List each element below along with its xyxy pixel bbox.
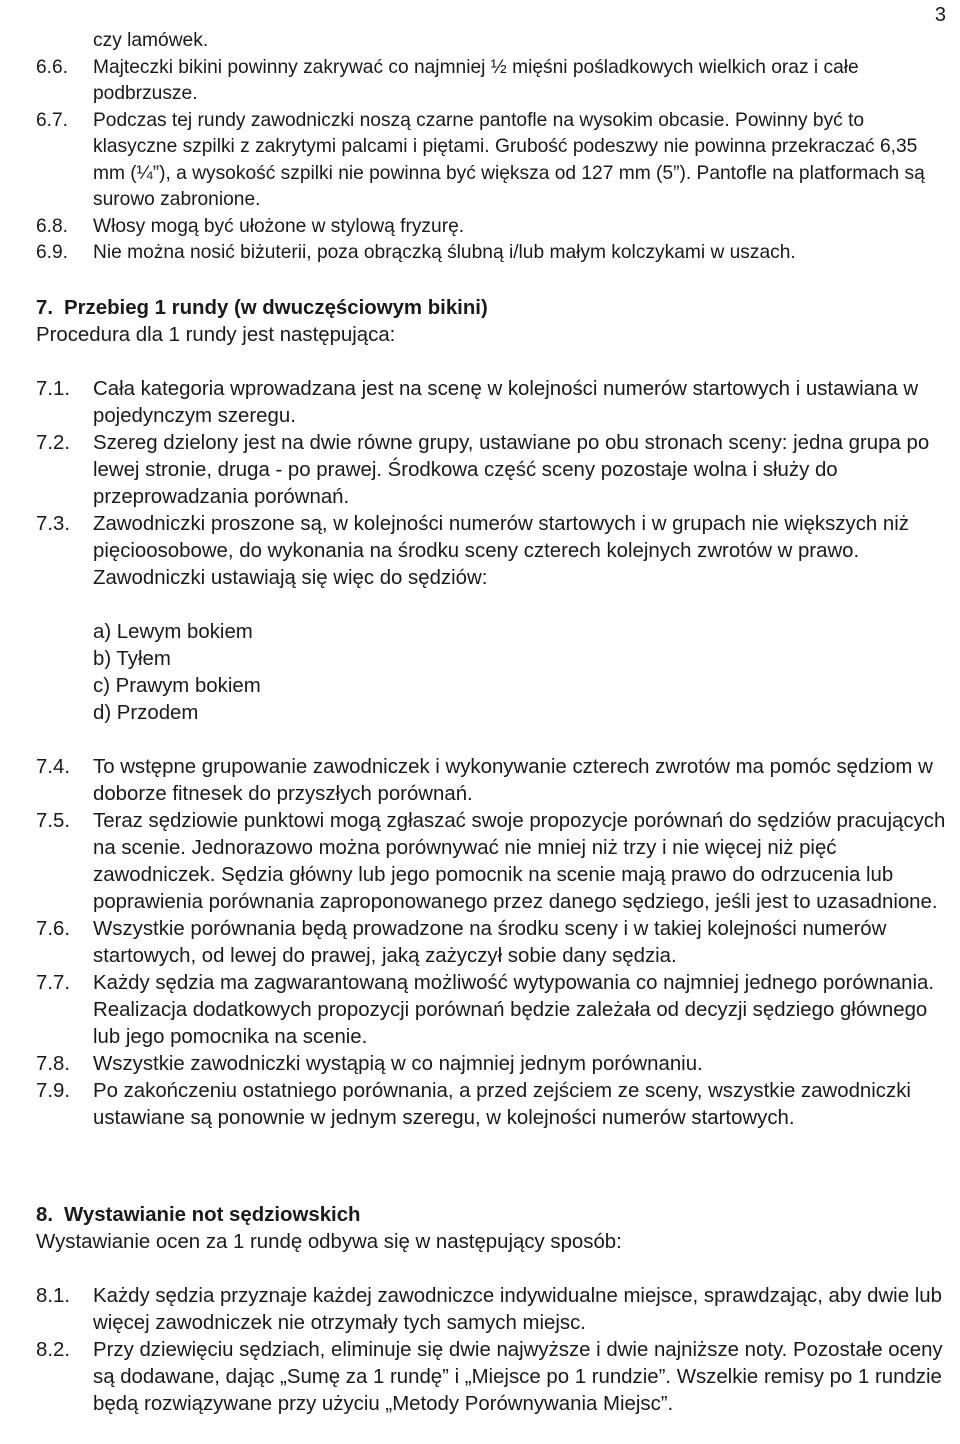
item-number: 6.7.	[36, 109, 69, 131]
item-text: Majteczki bikini powinny zakrywać co najmniej ½ mięśni pośladkowych wielkich oraz i całe podbrzusze.	[93, 56, 859, 104]
item-number: 6.9.	[36, 242, 69, 263]
item-text: Włosy mogą być ułożone w stylową fryzurę.	[93, 215, 465, 237]
list-item	[36, 916, 952, 970]
item-text: Cała kategoria wprowadzana jest na scenę w kolejności numerów startowych i ustawiana w pojedynczym szeregu.	[93, 378, 919, 427]
list-item	[36, 1078, 952, 1132]
list-item	[36, 430, 952, 511]
section-intro: Wystawianie ocen za 1 rundę odbywa się w następujący sposób:	[36, 1231, 622, 1253]
item-number: 6.8.	[36, 215, 69, 237]
list-item	[36, 1337, 952, 1418]
item-text: Szereg dzielony jest na dwie równe grupy, ustawiane po obu stronach sceny: jedna grupa po lewej stronie, druga - po prawej. Środkowa część sceny pozostaje wolna i służy do przeprowadzania porównań.	[93, 432, 930, 508]
turn-item: a) Lewym bokiem	[93, 621, 253, 643]
list-item	[36, 1283, 952, 1337]
section-title: Wystawianie not sędziowskich	[64, 1204, 361, 1226]
item-text: Po zakończeniu ostatniego porównania, a przed zejściem ze sceny, wszystkie zawodniczki ustawiane są ponownie w jednym szeregu, w kolejności numerów startowych.	[93, 1080, 911, 1129]
turn-item: b) Tyłem	[93, 648, 171, 670]
item-text: Teraz sędziowie punktowi mogą zgłaszać swoje propozycje porównań do sędziów pracujących na scenie. Jednorazowo można porównywać nie mniej niż trzy i nie więcej niż pięć zawodniczek. Sędzia główny lub jego pomocnik na scenie mają prawo do odrzucenia lub poprawienia porównania zaproponowanego przez danego sędziego, jeśli jest to uzasadnione.	[93, 810, 946, 913]
list-item	[36, 108, 952, 214]
item-text: Przy dziewięciu sędziach, eliminuje się dwie najwyższe i dwie najniższe noty. Pozostałe oceny są dodawane, dając „Sumę za 1 rundę” i „Miejsce po 1 rundzie”. Wszelkie remisy po 1 rundzie będą rozwiązywane przy użyciu „Metody Porównywania Miejsc”.	[93, 1339, 943, 1415]
item-number: 7.2.	[36, 432, 71, 454]
item-number: 6.6.	[36, 56, 69, 78]
item-text: Zawodniczki proszone są, w kolejności numerów startowych i w grupach nie większych niż pięcioosobowe, do wykonania na środku sceny czterech kolejnych zwrotów w prawo. Zawodniczki ustawiają się więc do sędziów:	[93, 513, 909, 589]
section-heading	[36, 295, 952, 322]
section-number: 7.	[36, 297, 54, 319]
section-heading	[36, 1202, 952, 1229]
item-number: 8.1.	[36, 1285, 71, 1307]
list-item	[36, 214, 952, 241]
list-item	[36, 240, 952, 267]
turn-item: c) Prawym bokiem	[93, 675, 261, 697]
item-text: To wstępne grupowanie zawodniczek i wykonywanie czterech zwrotów ma pomóc sędziom w doborze fitnesek do przyszłych porównań.	[93, 756, 933, 805]
page-number: 3	[934, 4, 946, 26]
item-number: 7.8.	[36, 1053, 71, 1075]
list-item	[36, 808, 952, 916]
lead-text: czy lamówek.	[93, 30, 209, 51]
section-title: Przebieg 1 rundy (w dwuczęściowym bikini)	[64, 297, 488, 319]
item-number: 7.7.	[36, 972, 71, 994]
section-6-continued	[36, 28, 952, 267]
list-item	[36, 511, 952, 592]
item-number: 7.3.	[36, 513, 71, 535]
item-text: Nie można nosić biżuterii, poza obrączką ślubną i/lub małym kolczykami w uszach.	[93, 242, 796, 263]
item-text: Wszystkie porównania będą prowadzone na środku sceny i w takiej kolejności numerów startowych, od lewej do prawej, jaką zażyczył sobie dany sędzia.	[93, 918, 887, 967]
item-text: Wszystkie zawodniczki wystąpią w co najmniej jednym porównaniu.	[93, 1053, 703, 1075]
list-item	[36, 1051, 952, 1078]
item-number: 8.2.	[36, 1339, 71, 1361]
item-number: 7.5.	[36, 810, 71, 832]
list-item	[36, 970, 952, 1051]
section-number: 8.	[36, 1204, 54, 1226]
section-intro: Procedura dla 1 rundy jest następująca:	[36, 324, 396, 346]
item-number: 7.6.	[36, 918, 71, 940]
section-8	[36, 1202, 952, 1418]
item-number: 7.1.	[36, 378, 71, 400]
list-item	[36, 376, 952, 430]
item-text: Każdy sędzia przyznaje każdej zawodniczce indywidualne miejsce, sprawdzając, aby dwie lub więcej zawodniczek nie otrzymały tych samych miejsc.	[93, 1285, 942, 1334]
item-number: 7.9.	[36, 1080, 71, 1102]
item-number: 7.4.	[36, 756, 71, 778]
turn-item: d) Przodem	[93, 702, 199, 724]
item-text: Podczas tej rundy zawodniczki noszą czarne pantofle na wysokim obcasie. Powinny być to klasyczne szpilki z zakrytymi palcami i piętami. Grubość podeszwy nie powinna przekraczać 6,35 mm (¼”), a wysokość szpilki nie powinna być większa od 127 mm (5”). Pantofle na platformach są surowo zabronione.	[93, 109, 925, 210]
list-item	[36, 754, 952, 808]
item-text: Każdy sędzia ma zagwarantowaną możliwość wytypowania co najmniej jednego porównania. Realizacja dodatkowych propozycji porównań będzie zależała od decyzji sędziego głównego lub jego pomocnika na scenie.	[93, 972, 935, 1048]
section-7	[36, 295, 952, 1132]
turns-list	[36, 619, 952, 727]
list-item	[36, 55, 952, 108]
